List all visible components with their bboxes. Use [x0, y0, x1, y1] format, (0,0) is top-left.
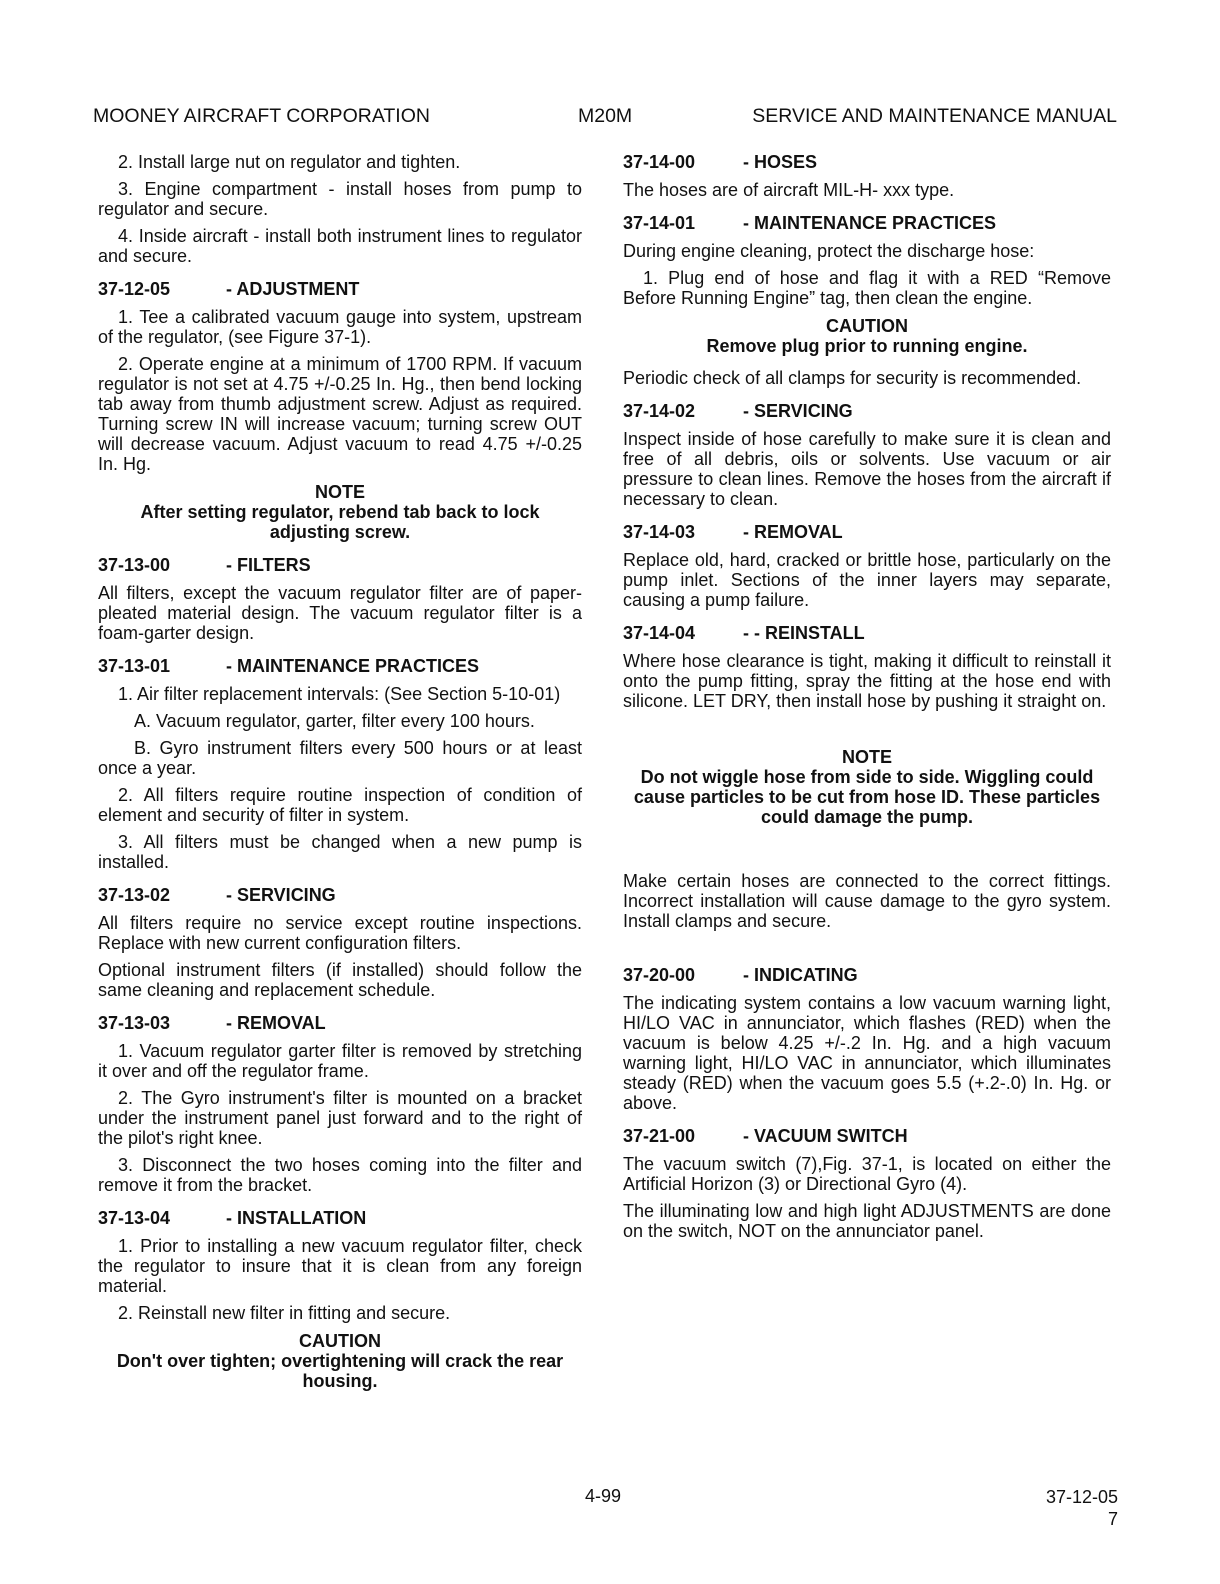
- paragraph: 2. All filters require routine inspection of condition of element and security of filter in system.: [98, 785, 582, 825]
- section-heading-hose-servicing: [623, 401, 1111, 421]
- paragraph: The hoses are of aircraft MIL-H- xxx type.: [623, 180, 955, 200]
- section-title: - VACUUM SWITCH: [743, 1126, 908, 1146]
- caution-title: CAUTION: [299, 1331, 381, 1351]
- section-title: - ADJUSTMENT: [226, 279, 360, 299]
- paragraph: 1. Plug end of hose and flag it with a RED “Remove Before Running Engine” tag, then clean the engine.: [623, 268, 1111, 308]
- section-number: 37-13-04: [98, 1208, 171, 1228]
- header-manual-title: SERVICE AND MAINTENANCE MANUAL: [752, 105, 1117, 127]
- paragraph: 3. Disconnect the two hoses coming into the filter and remove it from the bracket.: [98, 1155, 582, 1195]
- header-company: MOONEY AIRCRAFT CORPORATION: [93, 105, 430, 127]
- caution-title: CAUTION: [826, 316, 908, 336]
- paragraph: B. Gyro instrument filters every 500 hours or at least once a year.: [98, 738, 582, 778]
- paragraph: 2. Reinstall new filter in fitting and secure.: [118, 1303, 451, 1323]
- section-heading-vacuum-switch: [623, 1126, 1111, 1146]
- section-title: - INSTALLATION: [226, 1208, 367, 1228]
- section-title: - HOSES: [743, 152, 818, 172]
- section-number: 37-13-00: [98, 555, 171, 575]
- paragraph: All filters, except the vacuum regulator filter are of paper-pleated material design. The vacuum regulator filter is a foam-garter design.: [98, 583, 582, 643]
- paragraph: 2. Install large nut on regulator and tighten.: [118, 152, 461, 172]
- section-heading-hose-maintenance-practices: [623, 213, 1111, 233]
- paragraph: 1. Vacuum regulator garter filter is removed by stretching it over and off the regulator frame.: [98, 1041, 582, 1081]
- footer-reference: [1046, 1486, 1118, 1530]
- section-number: 37-14-01: [623, 213, 696, 233]
- section-title: - INDICATING: [743, 965, 858, 985]
- section-title: - REMOVAL: [226, 1013, 326, 1033]
- section-heading-hose-removal: [623, 522, 1111, 542]
- page-number: 4-99: [585, 1486, 622, 1506]
- section-heading-removal: [98, 1013, 582, 1033]
- paragraph: 1. Air filter replacement intervals: (See Section 5-10-01): [118, 684, 561, 704]
- paragraph: During engine cleaning, protect the discharge hose:: [623, 241, 1035, 261]
- paragraph: 1. Prior to installing a new vacuum regulator filter, check the regulator to insure that it is clean from any foreign material.: [98, 1236, 582, 1296]
- paragraph: 3. All filters must be changed when a new pump is installed.: [98, 832, 582, 872]
- paragraph: 2. The Gyro instrument's filter is mounted on a bracket under the instrument panel just forward and to the right of the pilot's right knee.: [98, 1088, 582, 1148]
- page-header: [93, 106, 1117, 130]
- note-text: Do not wiggle hose from side to side. Wiggling could cause particles to be cut from hose ID. These particles could damage the pump.: [633, 767, 1101, 827]
- section-number: 37-20-00: [623, 965, 696, 985]
- paragraph: All filters require no service except routine inspections. Replace with new current configuration filters.: [98, 913, 582, 953]
- paragraph: The indicating system contains a low vacuum warning light, HI/LO VAC in annunciator, which flashes (RED) when the vacuum is below 4.25 +/-.2 In. Hg. and a high vacuum warning light, HI/LO VAC in annunciator, which illuminates steady (RED) when the vacuum goes 5.5 (+.2-.0) In. Hg. or above.: [623, 993, 1111, 1113]
- section-heading-adjustment: [98, 279, 582, 299]
- note-title: NOTE: [841, 747, 892, 767]
- section-title: - SERVICING: [226, 885, 336, 905]
- section-heading-servicing: [98, 885, 582, 905]
- section-title: - REMOVAL: [743, 522, 843, 542]
- section-number: 37-13-02: [98, 885, 171, 905]
- section-number: 37-14-04: [623, 623, 696, 643]
- section-heading-maintenance-practices: [98, 656, 582, 676]
- paragraph: 1. Tee a calibrated vacuum gauge into system, upstream of the regulator, (see Figure 37-1).: [98, 307, 582, 347]
- caution-callout: [98, 1331, 582, 1391]
- paragraph: Make certain hoses are connected to the correct fittings. Incorrect installation will cause damage to the gyro system. Install clamps and secure.: [623, 871, 1111, 931]
- paragraph: Where hose clearance is tight, making it difficult to reinstall it onto the pump fitting, spray the fitting at the hose end with silicone. LET DRY, then install hose by pushing it straight on.: [623, 651, 1111, 711]
- note-callout: [623, 747, 1111, 827]
- right-column: [623, 152, 1111, 1248]
- paragraph: 2. Operate engine at a minimum of 1700 RPM. If vacuum regulator is not set at 4.75 +/-0.25 In. Hg., then bend locking tab away from thumb adjustment screw. Adjust as required. Turning screw IN will increase vacuum; turning screw OUT will decrease vacuum. Adjust vacuum to read 4.75 +/-0.25 In. Hg.: [98, 354, 582, 474]
- section-number: 37-21-00: [623, 1126, 696, 1146]
- section-heading-installation: [98, 1208, 582, 1228]
- paragraph: The illuminating low and high light ADJUSTMENTS are done on the switch, NOT on the annunciator panel.: [623, 1201, 1111, 1241]
- revision-number: 7: [1107, 1509, 1118, 1529]
- paragraph: Replace old, hard, cracked or brittle hose, particularly on the pump inlet. Sections of the inner layers may separate, causing a pump failure.: [623, 550, 1111, 610]
- section-number: 37-13-03: [98, 1013, 171, 1033]
- left-column: [98, 152, 582, 1403]
- paragraph: A. Vacuum regulator, garter, filter every 100 hours.: [134, 711, 535, 731]
- note-title: NOTE: [314, 482, 365, 502]
- section-number: 37-14-02: [623, 401, 696, 421]
- paragraph: 3. Engine compartment - install hoses from pump to regulator and secure.: [98, 179, 582, 219]
- section-number: 37-13-01: [98, 656, 171, 676]
- caution-text: Remove plug prior to running engine.: [706, 336, 1028, 356]
- section-title: - MAINTENANCE PRACTICES: [743, 213, 997, 233]
- paragraph: Optional instrument filters (if installed) should follow the same cleaning and replacement schedule.: [98, 960, 582, 1000]
- section-heading-hose-reinstall: [623, 623, 1111, 643]
- section-title: - MAINTENANCE PRACTICES: [226, 656, 480, 676]
- section-heading-hoses: [623, 152, 1111, 172]
- paragraph: The vacuum switch (7),Fig. 37-1, is located on either the Artificial Horizon (3) or Directional Gyro (4).: [623, 1154, 1111, 1194]
- section-title: - - REINSTALL: [743, 623, 865, 643]
- caution-callout: [623, 316, 1111, 356]
- paragraph: Periodic check of all clamps for security is recommended.: [623, 368, 1082, 388]
- section-number: 37-14-00: [623, 152, 696, 172]
- caution-text: Don't over tighten; overtightening will crack the rear housing.: [116, 1351, 564, 1391]
- paragraph: Inspect inside of hose carefully to make sure it is clean and free of all debris, oils or solvents. Use vacuum or air pressure to clean lines. Remove the hoses from the aircraft if necessary to clean.: [623, 429, 1111, 509]
- section-number: 37-14-03: [623, 522, 696, 542]
- section-title: - SERVICING: [743, 401, 853, 421]
- note-text: After setting regulator, rebend tab back to lock adjusting screw.: [140, 502, 540, 542]
- section-heading-filters: [98, 555, 582, 575]
- section-title: - FILTERS: [226, 555, 311, 575]
- header-model: M20M: [578, 105, 633, 127]
- paragraph: 4. Inside aircraft - install both instrument lines to regulator and secure.: [98, 226, 582, 266]
- section-heading-indicating: [623, 965, 1111, 985]
- section-reference: 37-12-05: [1045, 1487, 1118, 1507]
- section-number: 37-12-05: [98, 279, 171, 299]
- note-callout: [98, 482, 582, 542]
